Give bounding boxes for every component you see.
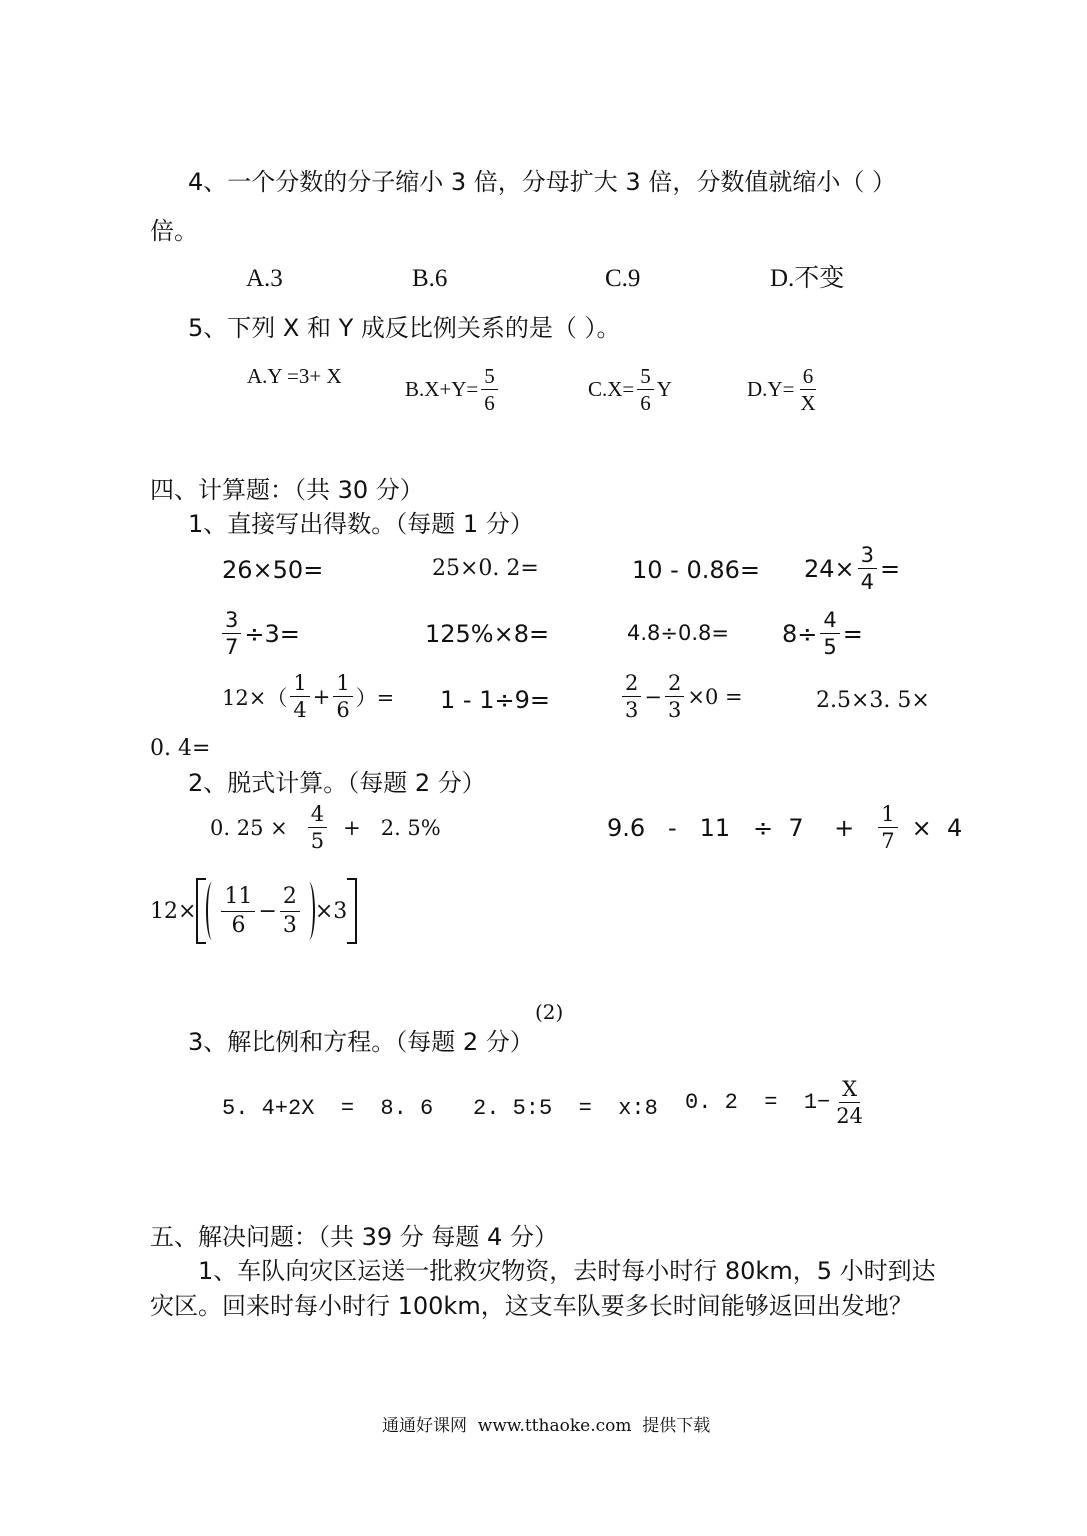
fraction-denominator: 3 <box>667 698 682 723</box>
equation-3 <box>685 1078 869 1127</box>
fraction-denominator: 6 <box>640 391 651 416</box>
fraction-denominator: 7 <box>881 829 895 854</box>
fraction-numerator: 2 <box>665 672 684 697</box>
fraction-denominator: 4 <box>860 570 875 595</box>
calc-r3-b: 1 - 1÷9= <box>440 686 550 714</box>
left-paren-icon <box>206 882 218 940</box>
minus-sign: − <box>258 898 277 924</box>
expr-2-prefix: 9.6 - 11 ÷ 7 + <box>607 813 855 842</box>
calc-r1-b: 25×0. 2= <box>432 556 539 581</box>
calc-r2-a <box>222 609 300 658</box>
q5-option-c <box>588 365 672 414</box>
fraction-numerator: 3 <box>858 544 877 569</box>
calc-r3-d: 2.5×3. 5× <box>816 688 930 713</box>
expr-1-suffix: + 2. 5% <box>343 815 441 840</box>
fraction-denominator: 3 <box>282 912 297 938</box>
calc-r1-a: 26×50= <box>222 556 324 584</box>
calc-r3-c-fraction-1 <box>622 672 641 721</box>
section4-sub1: 1、直接写出得数。（每题 1 分） <box>188 510 534 538</box>
calc-r2-b: 125%×8= <box>425 620 550 648</box>
fraction-denominator: 3 <box>625 698 639 723</box>
fraction-numerator: 1 <box>878 803 897 828</box>
fraction-numerator: X <box>839 1078 860 1103</box>
fraction-denominator: 6 <box>231 912 246 938</box>
fraction-numerator: 4 <box>308 803 327 828</box>
fraction-numerator: 5 <box>637 365 654 390</box>
q5-option-d-prefix: D.Y= <box>747 377 795 402</box>
expr-3 <box>150 878 357 944</box>
calc-r2-d-prefix: 8÷ <box>782 619 818 648</box>
section5-title: 五、解决问题：（共 39 分 每题 4 分） <box>150 1223 558 1251</box>
calc-r3-c <box>622 672 743 721</box>
expr-2 <box>607 803 962 852</box>
q4-option-c: C.9 <box>605 265 641 292</box>
calc-r3-d-wrap: 0. 4= <box>150 736 211 761</box>
right-paren-icon <box>303 882 315 940</box>
q4-option-b: B.6 <box>412 265 448 292</box>
equation-3-prefix: 0. 2 = 1− <box>685 1090 831 1116</box>
section5-problem1-line2: 灾区。回来时每小时行 100km，这支车队要多长时间能够返回出发地？ <box>150 1292 913 1320</box>
calc-r3-a-suffix: ）= <box>355 685 395 710</box>
fraction-denominator: 7 <box>225 635 239 660</box>
calc-r2-d <box>782 609 863 658</box>
calc-r1-d-suffix: = <box>880 554 901 583</box>
expr-2-suffix: × 4 <box>911 813 963 842</box>
q4-option-d: D.不变 <box>770 265 845 292</box>
q5-option-b <box>405 365 501 414</box>
fraction-numerator: 6 <box>800 365 817 390</box>
calc-r1-d-prefix: 24× <box>804 554 855 583</box>
fraction-numerator: 5 <box>481 365 498 390</box>
q5-stem: 5、下列 X 和 Y 成反比例关系的是（ ）。 <box>188 314 621 342</box>
q4-stem-line1: 4、一个分数的分子缩小 3 倍，分母扩大 3 倍，分数值就缩小（ ） <box>188 168 896 196</box>
calc-r3-a-fraction-1 <box>290 672 309 721</box>
fraction-numerator: 11 <box>221 885 255 911</box>
q5-option-c-prefix: C.X= <box>588 377 635 402</box>
calc-r3-a <box>222 672 394 721</box>
section4-title: 四、计算题：（共 30 分） <box>150 476 424 504</box>
right-bracket-icon <box>347 878 357 944</box>
calc-r1-d-fraction <box>858 544 877 593</box>
fraction-numerator: 2 <box>280 885 300 911</box>
expr-3-prefix: 12× <box>150 898 197 924</box>
calc-r3-a-fraction-2 <box>333 672 352 721</box>
footer-source: 通通好课网 www.tthaoke.com 提供下载 <box>382 1416 711 1436</box>
plus-sign: + <box>312 684 331 709</box>
expr-3-fraction-2 <box>280 885 300 936</box>
fraction-denominator: 4 <box>293 698 307 723</box>
expr-3-fraction-1 <box>221 885 255 936</box>
fraction-numerator: 1 <box>290 672 309 697</box>
equation-2: 2. 5:5 = x:8 <box>473 1096 658 1121</box>
calc-r2-d-fraction <box>820 609 839 658</box>
expr-1-prefix: 0. 25 × <box>210 815 288 840</box>
fraction-denominator: 5 <box>310 829 325 854</box>
calc-r3-c-fraction-2 <box>665 672 684 721</box>
section5-problem1-line1: 1、车队向灾区运送一批救灾物资，去时每小时行 80km，5 小时到达 <box>198 1257 936 1285</box>
q5-option-b-prefix: B.X+Y= <box>405 377 479 402</box>
expr-1-fraction <box>308 803 327 852</box>
q5-option-d-fraction <box>797 365 818 414</box>
page-mark: (2) <box>535 1000 564 1024</box>
fraction-denominator: 24 <box>836 1104 863 1129</box>
section4-sub3: 3、解比例和方程。（每题 2 分） <box>188 1028 534 1056</box>
q5-option-d <box>747 365 822 414</box>
equation-3-fraction <box>833 1078 866 1127</box>
calc-r1-c: 10 - 0.86= <box>632 556 761 584</box>
equation-1: 5. 4+2X = 8. 6 <box>222 1096 434 1121</box>
calc-r2-c: 4.8÷0.8= <box>627 621 729 645</box>
q4-option-a: A.3 <box>246 265 283 292</box>
calc-r2-d-suffix: = <box>842 619 863 648</box>
fraction-numerator: 2 <box>622 672 641 697</box>
fraction-denominator: 5 <box>823 635 837 660</box>
left-bracket-icon <box>196 878 206 944</box>
q5-option-b-fraction <box>481 365 498 414</box>
calc-r3-a-prefix: 12×（ <box>222 685 288 710</box>
fraction-numerator: 1 <box>333 672 352 697</box>
calc-r1-d <box>804 544 900 593</box>
section4-sub2: 2、脱式计算。（每题 2 分） <box>188 769 486 797</box>
calc-r2-a-fraction <box>222 609 241 658</box>
fraction-denominator: 6 <box>336 698 350 723</box>
q5-option-a <box>247 366 342 387</box>
expr-2-fraction <box>878 803 897 852</box>
fraction-numerator: 3 <box>222 609 241 634</box>
fraction-denominator: 6 <box>484 391 495 416</box>
q5-option-c-suffix: Y <box>656 377 672 402</box>
fraction-denominator: X <box>800 391 816 416</box>
calc-r3-c-suffix: ×0 = <box>687 684 743 709</box>
q4-stem-line2: 倍。 <box>150 217 198 245</box>
fraction-numerator: 4 <box>820 609 839 634</box>
q5-option-a-text: A.Y =3+ X <box>247 364 342 388</box>
calc-r2-a-suffix: ÷3= <box>244 619 300 648</box>
q5-option-c-fraction <box>637 365 654 414</box>
expr-3-suffix: ×3 <box>314 898 348 924</box>
minus-sign: − <box>644 684 662 709</box>
expr-1 <box>210 803 441 852</box>
